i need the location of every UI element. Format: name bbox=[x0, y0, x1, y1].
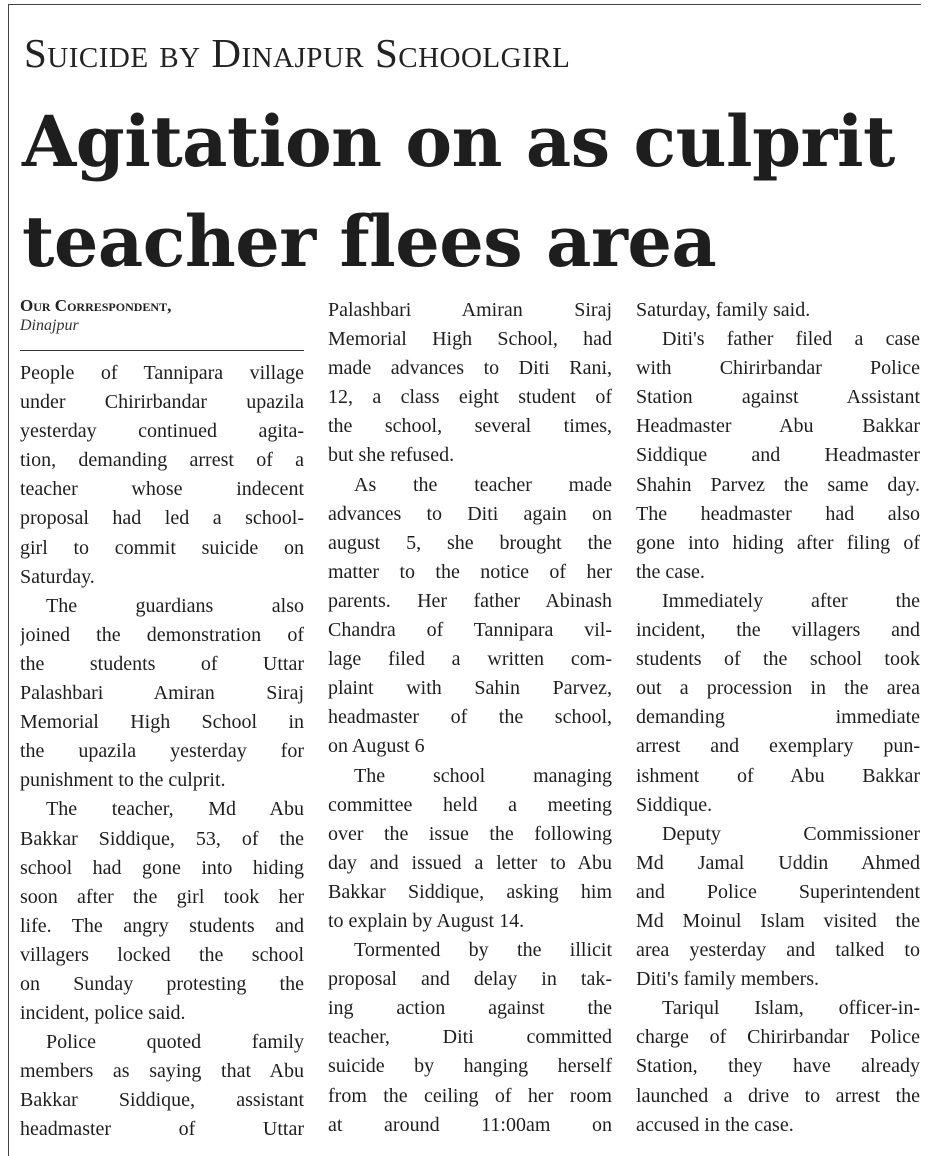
article-line: Siddique and Headmaster bbox=[636, 444, 920, 467]
article-line: Md Moinul Islam visited the bbox=[636, 909, 920, 932]
article-line: ing action against the bbox=[328, 997, 612, 1020]
article-line: Station against Assistant bbox=[636, 386, 920, 409]
article-line: the school, several times, bbox=[328, 415, 612, 438]
article-line: Bakkar Siddique, 53, of the bbox=[20, 827, 304, 850]
article-line: members as saying that Abu bbox=[20, 1060, 304, 1083]
article-line: punishment to the culprit. bbox=[20, 769, 226, 792]
article-line: over the issue the following bbox=[328, 822, 612, 845]
article-line: on Sunday protesting the bbox=[20, 972, 304, 995]
article-line: day and issued a letter to Abu bbox=[328, 851, 612, 874]
article-line: headmaster of Uttar bbox=[20, 1118, 304, 1141]
column-2-body bbox=[328, 296, 612, 1140]
article-line: Tariqul Islam, officer-in- bbox=[662, 997, 920, 1020]
article-line: demanding immediate bbox=[636, 706, 920, 729]
article-line: yesterday continued agita- bbox=[20, 420, 304, 443]
article-line: proposal had led a school- bbox=[20, 507, 304, 530]
article-line: Diti's family members. bbox=[636, 968, 820, 991]
article-line: suicide by hanging herself bbox=[328, 1055, 612, 1078]
article-line: girl to commit suicide on bbox=[20, 536, 304, 559]
column-1-body bbox=[20, 359, 304, 1145]
article-line: launched a drive to arrest the bbox=[636, 1084, 920, 1107]
article-line: Bakkar Siddique, asking him bbox=[328, 880, 612, 903]
article-line: People of Tannipara village bbox=[20, 362, 304, 384]
article-line: out a procession in the area bbox=[636, 677, 920, 700]
byline-name: Our Correspondent, bbox=[20, 296, 172, 315]
article-line: life. The angry students and bbox=[20, 914, 304, 937]
article-line: but she refused. bbox=[328, 444, 455, 467]
top-border-rule bbox=[8, 4, 921, 5]
article-line: the case. bbox=[636, 560, 705, 583]
article-line: the upazila yesterday for bbox=[20, 740, 304, 763]
article-line: teacher whose indecent bbox=[20, 478, 304, 501]
article-line: area yesterday and talked to bbox=[636, 939, 920, 962]
article-line: Siddique. bbox=[636, 793, 713, 816]
article-column-2 bbox=[328, 296, 612, 1140]
article-line: headmaster of the school, bbox=[328, 706, 612, 729]
kicker-heading: Suicide by Dinajpur Schoolgirl bbox=[24, 30, 571, 76]
article-line: Shahin Parvez the same day. bbox=[636, 473, 920, 496]
headline bbox=[22, 92, 922, 292]
article-line: soon after the girl took her bbox=[20, 885, 304, 908]
article-line: 12, a class eight student of bbox=[328, 386, 612, 409]
article-line: Palashbari Amiran Siraj bbox=[20, 682, 304, 705]
article-line: to explain by August 14. bbox=[328, 909, 525, 932]
article-line: Headmaster Abu Bakkar bbox=[636, 415, 920, 438]
article-line: The teacher, Md Abu bbox=[46, 798, 304, 821]
article-line: on August 6 bbox=[328, 735, 425, 758]
article-line: gone into hiding after filing of bbox=[636, 531, 920, 554]
byline-divider bbox=[20, 350, 304, 351]
article-line: As the teacher made bbox=[354, 473, 612, 496]
article-line: the students of Uttar bbox=[20, 652, 304, 675]
article-column-3 bbox=[636, 296, 920, 1140]
article-line: august 5, she brought the bbox=[328, 531, 612, 554]
left-border-rule bbox=[8, 4, 9, 1156]
article-line: and Police Superintendent bbox=[636, 880, 920, 903]
article-line: joined the demonstration of bbox=[20, 623, 304, 646]
article-column-1 bbox=[20, 296, 304, 1145]
article-line: at around 11:00am on bbox=[328, 1113, 612, 1136]
article-line: parents. Her father Abinash bbox=[328, 589, 612, 612]
article-line: The headmaster had also bbox=[636, 502, 920, 525]
article-line: The guardians also bbox=[46, 594, 304, 617]
article-line: matter to the notice of her bbox=[328, 560, 612, 583]
article-line: incident, the villagers and bbox=[636, 619, 920, 642]
headline-line-1: Agitation on as culprit bbox=[22, 100, 895, 183]
article-line: Chandra of Tannipara vil- bbox=[328, 619, 612, 642]
article-line: charge of Chirirbandar Police bbox=[636, 1026, 920, 1049]
article-line: Memorial High School, had bbox=[328, 328, 612, 351]
article-line: teacher, Diti committed bbox=[328, 1026, 612, 1049]
article-line: Bakkar Siddique, assistant bbox=[20, 1089, 304, 1112]
article-line: accused in the case. bbox=[636, 1113, 794, 1136]
article-line: Tormented by the illicit bbox=[354, 939, 612, 962]
byline-place: Dinajpur bbox=[20, 317, 79, 334]
article-line: Palashbari Amiran Siraj bbox=[328, 299, 612, 321]
article-line: advances to Diti again on bbox=[328, 502, 612, 525]
article-line: students of the school took bbox=[636, 648, 920, 671]
article-line: Md Jamal Uddin Ahmed bbox=[636, 851, 920, 874]
article-line: The school managing bbox=[354, 764, 612, 787]
article-line: Police quoted family bbox=[46, 1031, 304, 1054]
article-line: Saturday. bbox=[20, 565, 95, 588]
article-line: committee held a meeting bbox=[328, 793, 612, 816]
article-line: incident, police said. bbox=[20, 1002, 186, 1025]
article-line: arrest and exemplary pun- bbox=[636, 735, 920, 758]
headline-line-2: teacher flees area bbox=[22, 200, 717, 283]
article-line: villagers locked the school bbox=[20, 943, 304, 966]
article-line: under Chirirbandar upazila bbox=[20, 391, 304, 414]
article-line: with Chirirbandar Police bbox=[636, 357, 920, 380]
article-line: tion, demanding arrest of a bbox=[20, 449, 304, 472]
article-line: plaint with Sahin Parvez, bbox=[328, 677, 612, 700]
article-line: Saturday, family said. bbox=[636, 299, 811, 321]
article-line: Station, they have already bbox=[636, 1055, 920, 1078]
article-line: proposal and delay in tak- bbox=[328, 968, 612, 991]
article-line: ishment of Abu Bakkar bbox=[636, 764, 920, 787]
article-line: from the ceiling of her room bbox=[328, 1084, 612, 1107]
article-line: Diti's father filed a case bbox=[662, 328, 920, 351]
article-line: made advances to Diti Rani, bbox=[328, 357, 612, 380]
article-line: Memorial High School in bbox=[20, 711, 304, 734]
article-line: lage filed a written com- bbox=[328, 648, 612, 671]
column-3-body bbox=[636, 296, 920, 1140]
article-line: school had gone into hiding bbox=[20, 856, 304, 879]
article-line: Deputy Commissioner bbox=[662, 822, 920, 845]
article-line: Immediately after the bbox=[662, 589, 920, 612]
